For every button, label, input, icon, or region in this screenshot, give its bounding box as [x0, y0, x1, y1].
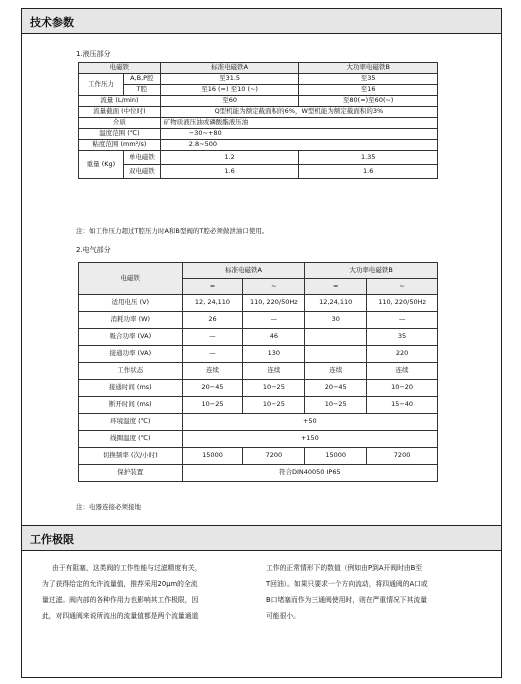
paragraph-line: 此，对四通阀来说所流出的流量值都是两个流量通道: [42, 612, 199, 620]
hydraulic-title: 1.液压部分: [76, 50, 111, 58]
ac-cell: ~: [243, 279, 305, 295]
paragraph-line: B口堵塞而作为三通阀使用时，则在严重情况下其流量: [266, 596, 427, 604]
header-cell: 标准电磁铁A: [182, 263, 305, 279]
value-cell: +50: [182, 414, 437, 431]
value-cell: 20−45: [305, 380, 367, 397]
row-sublabel: T腔: [123, 85, 160, 96]
value-cell: 10−25: [243, 397, 305, 414]
value-cell: 130: [243, 346, 305, 363]
limits-left-column: [42, 560, 252, 624]
value-cell: 46: [243, 329, 305, 346]
row-label: 保护装置: [79, 465, 183, 482]
row-label: 粘度范围 (mm²/s): [79, 140, 161, 151]
value-cell: 26: [182, 312, 243, 329]
value-cell: 7200: [243, 448, 305, 465]
value-cell: —: [182, 329, 243, 346]
section-title: 技术参数: [30, 16, 74, 29]
electrical-title: 2.电气部分: [76, 246, 111, 254]
value-cell: 12, 24,110: [182, 295, 243, 312]
value-cell: 10−25: [243, 380, 305, 397]
row-label: 消耗功率 (W): [79, 312, 183, 329]
electrical-note: 注：电器连接必须接地: [76, 503, 141, 511]
value-cell: 12,24,110: [305, 295, 367, 312]
row-label: 断开时间 (ms): [79, 397, 183, 414]
value-cell: 10−25: [305, 397, 367, 414]
row-label: 接通时间 (ms): [79, 380, 183, 397]
value-cell: 至80(=)至60(~): [299, 96, 438, 107]
value-cell: 110, 220/50Hz: [367, 295, 438, 312]
value-cell: 1.6: [160, 165, 299, 179]
ac-cell: ~: [367, 279, 438, 295]
value-cell: [305, 346, 367, 363]
value-cell: 15−40: [367, 397, 438, 414]
value-cell: +150: [182, 431, 437, 448]
paragraph-line: 可能很小。: [266, 612, 300, 620]
header-cell: 标准电磁铁A: [160, 63, 299, 74]
value-cell: —: [182, 346, 243, 363]
row-label: 工作压力: [79, 74, 124, 96]
value-cell: —: [367, 312, 438, 329]
value-cell: 30: [305, 312, 367, 329]
row-sublabel: 单电磁铁: [123, 151, 160, 165]
paragraph-line: 量过滤。阀内部的各种作用力也影响其工作极限，因: [42, 596, 199, 604]
electrical-table: [78, 262, 438, 482]
value-cell: 至16 (=) 至10 (~): [160, 85, 299, 96]
value-cell: 连续: [367, 363, 438, 380]
header-cell: 电磁铁: [79, 263, 183, 295]
row-sublabel: 双电磁铁: [123, 165, 160, 179]
row-label: 切换频率 (次/小时): [79, 448, 183, 465]
dc-cell: =: [305, 279, 367, 295]
row-label: 工作状态: [79, 363, 183, 380]
value-cell: 连续: [243, 363, 305, 380]
value-cell: 20−45: [182, 380, 243, 397]
hydraulic-note: 注：如工作压力超过T腔压力时A和B型阀的T腔必须做泄油口使用。: [76, 227, 269, 235]
value-cell: 1.35: [299, 151, 438, 165]
row-label: 流量截面 (中位时): [79, 107, 161, 118]
value-cell: 110, 220/50Hz: [243, 295, 305, 312]
row-label: 接通功率 (VA): [79, 346, 183, 363]
value-cell: 15000: [305, 448, 367, 465]
value-cell: 至16: [299, 85, 438, 96]
section-header-specs: [22, 9, 501, 34]
value-cell: 1.2: [160, 151, 299, 165]
value-cell: 7200: [367, 448, 438, 465]
section-title: 工作极限: [30, 533, 74, 546]
value-cell: 至35: [299, 74, 438, 85]
row-label: 重量 (Kg): [79, 151, 124, 179]
row-sublabel: A,B,P腔: [123, 74, 160, 85]
value-cell: 连续: [305, 363, 367, 380]
row-label: 适用电压 (V): [79, 295, 183, 312]
value-cell: [305, 329, 367, 346]
header-cell: 电磁铁: [79, 63, 161, 74]
row-label: 温度范围 (℃): [79, 129, 161, 140]
page-frame: [21, 8, 502, 678]
value-cell: 1.6: [299, 165, 438, 179]
dc-cell: =: [182, 279, 243, 295]
value-cell: 矿物质液压油或磷酸酯液压油: [160, 118, 437, 129]
row-label: 线圈温度 (℃): [79, 431, 183, 448]
value-cell: 35: [367, 329, 438, 346]
limits-right-column: [266, 560, 486, 624]
header-cell: 大功率电磁铁B: [305, 263, 438, 279]
value-cell: 至60: [160, 96, 299, 107]
value-cell: 至31.5: [160, 74, 299, 85]
value-cell: —: [243, 312, 305, 329]
value-cell: 连续: [182, 363, 243, 380]
value-cell: Q型机能为额定截面积的6%，W型机能为额定截面积的3%: [160, 107, 437, 118]
paragraph-line: 由于有阻塞，这类阀的工作性能与过滤精度有关，: [52, 564, 202, 572]
value-cell: 2.8∼500: [160, 140, 437, 151]
value-cell: 220: [367, 346, 438, 363]
paragraph-line: 为了获得给定的允许流量值，推荐采用20μm的全流: [42, 580, 198, 588]
row-label: 吸合功率 (VA): [79, 329, 183, 346]
value-cell: 符合DIN40050 IP65: [182, 465, 437, 482]
value-cell: 10−20: [367, 380, 438, 397]
value-cell: 15000: [182, 448, 243, 465]
section-header-limits: [22, 525, 501, 551]
row-label: 环境温度 (℃): [79, 414, 183, 431]
value-cell: −30∼+80: [160, 129, 437, 140]
paragraph-line: T回油）。如果只要求一个方向流动，将四通阀的A口或: [266, 580, 428, 588]
row-label: 介质: [79, 118, 161, 129]
row-label: 流量 (L/min): [79, 96, 161, 107]
paragraph-line: 工作的正常情形下的数值（例如由P到A开阀时由B至: [266, 564, 423, 572]
hydraulic-table: [78, 62, 438, 179]
header-cell: 大功率电磁铁B: [299, 63, 438, 74]
value-cell: 10−25: [182, 397, 243, 414]
